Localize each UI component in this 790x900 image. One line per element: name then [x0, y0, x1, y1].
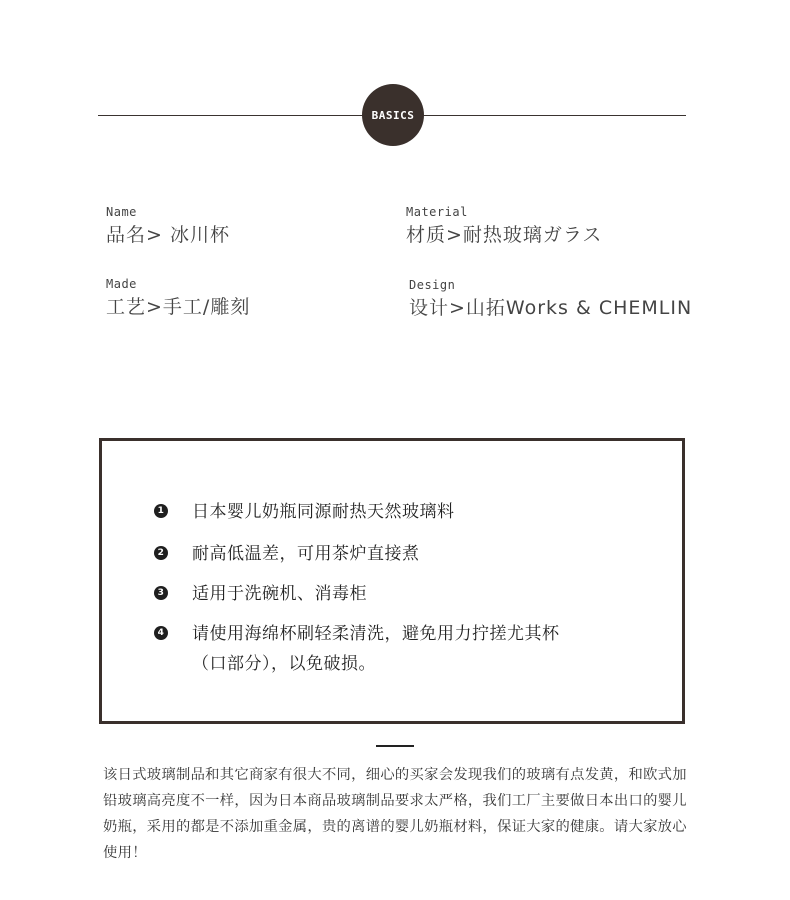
- info-made: [106, 276, 250, 320]
- info-material-value: 材质>耐热玻璃ガラス: [406, 224, 603, 246]
- feature-number-icon: 3: [154, 586, 168, 600]
- info-design: [409, 277, 692, 321]
- feature-number-icon: 4: [154, 626, 168, 640]
- section-divider: [376, 745, 414, 747]
- feature-number-icon: 2: [154, 546, 168, 560]
- info-name-value: 品名> 冰川杯: [106, 224, 230, 246]
- info-made-label: Made: [106, 277, 137, 291]
- features-box: [99, 438, 685, 724]
- feature-item: [154, 619, 654, 679]
- feature-text: 耐高低温差，可用茶炉直接煮: [192, 544, 420, 564]
- feature-number-icon: 1: [154, 504, 168, 518]
- basics-badge: [362, 84, 424, 146]
- info-name-label: Name: [106, 205, 137, 219]
- feature-text: 适用于洗碗机、消毒柜: [192, 584, 367, 604]
- info-material-label: Material: [406, 205, 468, 219]
- feature-text-continued: （口部分），以免破损。: [192, 654, 376, 674]
- info-material: [406, 204, 602, 248]
- feature-item: [154, 539, 654, 569]
- feature-text: 日本婴儿奶瓶同源耐热天然玻璃料: [192, 502, 455, 522]
- basics-badge-label: BASICS: [371, 108, 415, 122]
- info-name: [106, 204, 230, 248]
- feature-item: [154, 497, 654, 527]
- info-made-value: 工艺>手工/雕刻: [106, 296, 251, 318]
- info-design-value: 设计>山拓Works & CHEMLIN: [409, 297, 693, 319]
- info-design-label: Design: [409, 278, 456, 292]
- description-paragraph: 该日式玻璃制品和其它商家有很大不同，细心的买家会发现我们的玻璃有点发黄，和欧式加铅玻璃高亮度不一样，因为日本商品玻璃制品要求太严格，我们工厂主要做日本出口的婴儿奶瓶，采用的都是不添加重金属，贵的离谱的婴儿奶瓶材料，保证大家的健康。请大家放心使用！: [103, 767, 687, 861]
- feature-item: [154, 579, 654, 609]
- feature-text: 请使用海绵杯刷轻柔清洗，避免用力拧搓尤其杯: [192, 624, 560, 644]
